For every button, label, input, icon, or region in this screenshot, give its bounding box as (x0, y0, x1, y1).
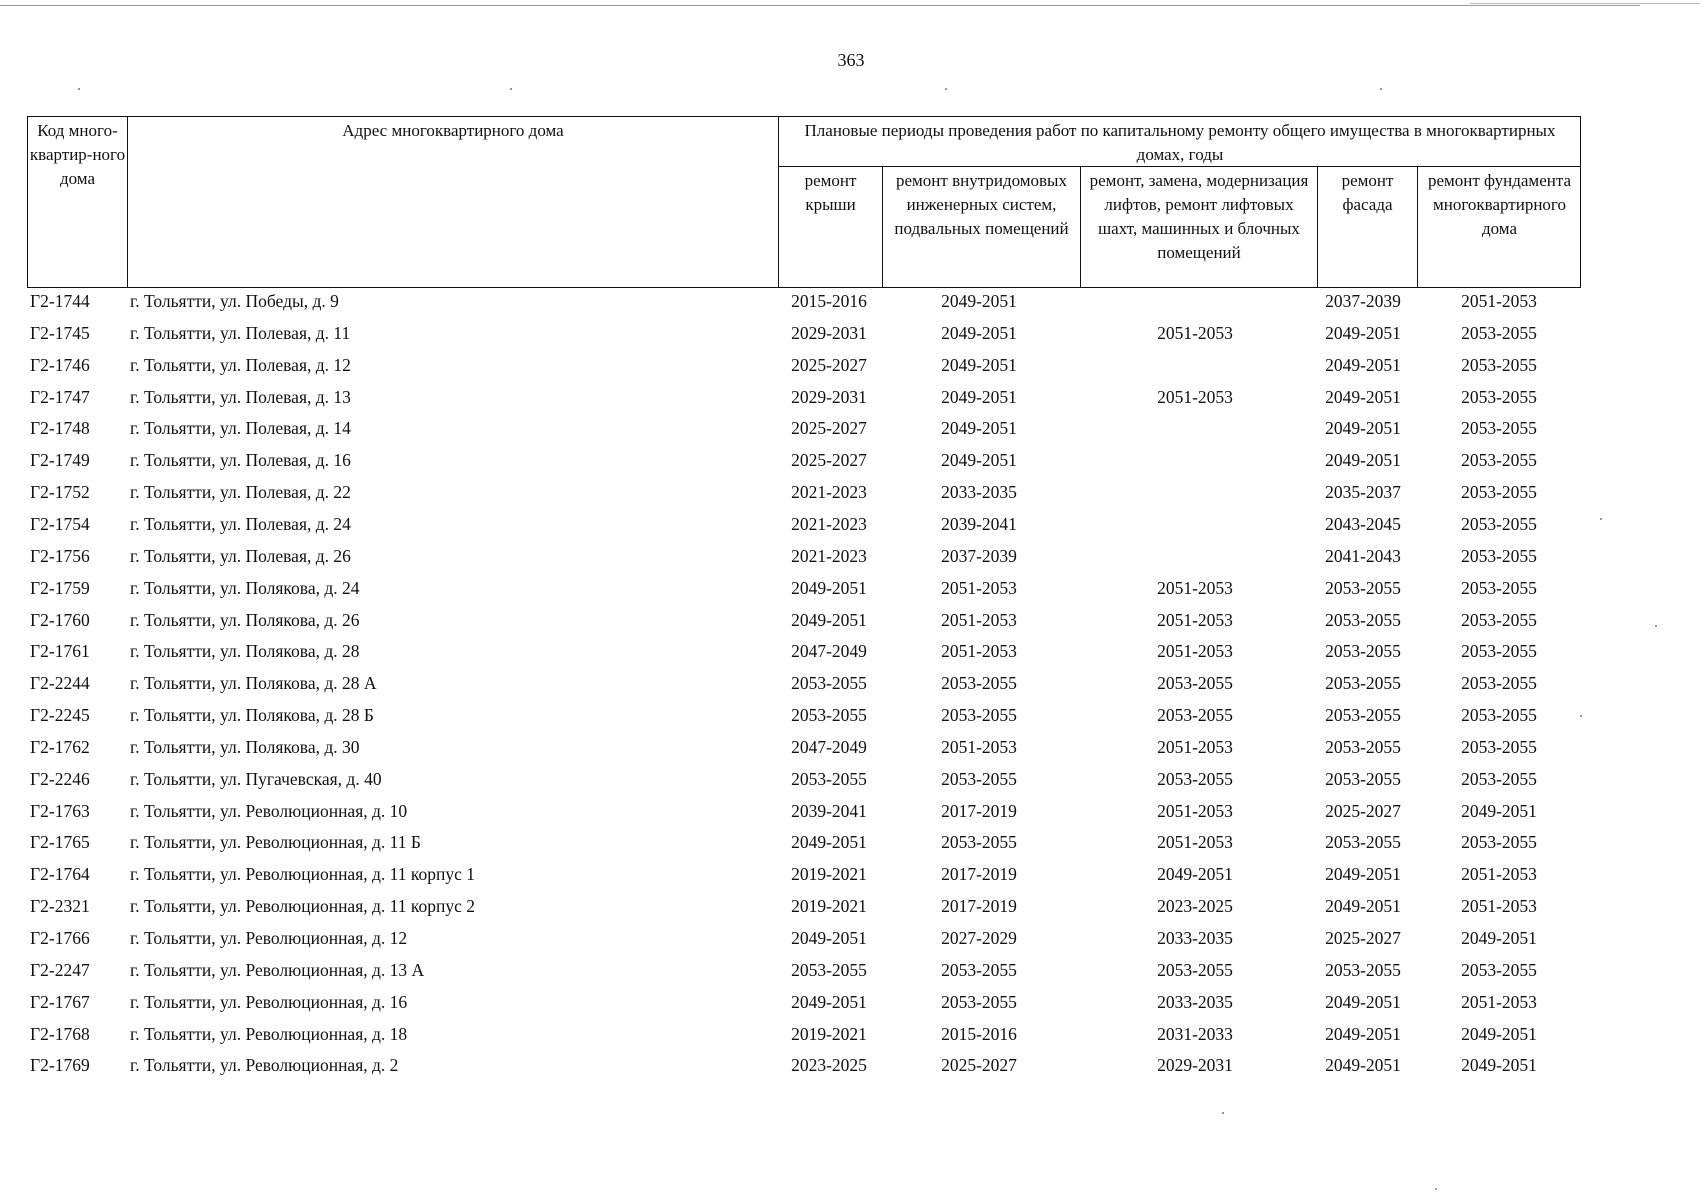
row-roof: 2053-2055 (791, 959, 867, 980)
row-code: Г2-1754 (30, 513, 90, 534)
row-roof: 2029-2031 (791, 386, 867, 407)
scan-speck (1222, 1112, 1224, 1114)
row-foundation: 2053-2055 (1461, 418, 1537, 439)
row-facade: 2053-2055 (1325, 577, 1401, 598)
row-code: Г2-2321 (30, 896, 90, 917)
table-row (0, 799, 1702, 831)
row-elevators: 2053-2055 (1157, 768, 1233, 789)
table-row (0, 639, 1702, 671)
scan-top-line-secondary (1470, 3, 1700, 4)
row-facade: 2053-2055 (1325, 959, 1401, 980)
row-address: г. Тольятти, ул. Полевая, д. 24 (130, 513, 351, 534)
table-row (0, 512, 1702, 544)
table-row (0, 385, 1702, 417)
table-row (0, 1022, 1702, 1054)
table-row (0, 926, 1702, 958)
row-facade: 2053-2055 (1325, 673, 1401, 694)
row-code: Г2-1759 (30, 577, 90, 598)
row-elevators: 2029-2031 (1157, 1055, 1233, 1076)
row-foundation: 2053-2055 (1461, 768, 1537, 789)
row-address: г. Тольятти, ул. Полякова, д. 24 (130, 577, 360, 598)
row-engineering: 2053-2055 (941, 991, 1017, 1012)
scan-speck (78, 88, 80, 90)
row-facade: 2053-2055 (1325, 705, 1401, 726)
header-address: Адрес многоквартирного дома (342, 121, 564, 140)
row-foundation: 2051-2053 (1461, 991, 1537, 1012)
row-code: Г2-1747 (30, 386, 90, 407)
row-foundation: 2053-2055 (1461, 450, 1537, 471)
row-address: г. Тольятти, ул. Полякова, д. 28 А (130, 673, 377, 694)
row-address: г. Тольятти, ул. Революционная, д. 11 корпус 2 (130, 896, 476, 917)
row-roof: 2025-2027 (791, 418, 867, 439)
row-address: г. Тольятти, ул. Революционная, д. 12 (130, 928, 408, 948)
row-code: Г2-1765 (30, 832, 90, 853)
row-facade: 2025-2027 (1325, 800, 1401, 821)
row-roof: 2015-2016 (791, 291, 867, 311)
scan-speck (1655, 625, 1657, 627)
row-roof: 2029-2031 (791, 322, 867, 343)
table-row (0, 767, 1702, 799)
row-foundation: 2053-2055 (1461, 641, 1537, 662)
row-engineering: 2049-2051 (941, 322, 1017, 343)
row-elevators: 2033-2035 (1157, 928, 1233, 948)
table-row (0, 1053, 1702, 1085)
row-elevators: 2049-2051 (1157, 864, 1233, 885)
row-foundation: 2053-2055 (1461, 705, 1537, 726)
row-foundation: 2053-2055 (1461, 354, 1537, 375)
row-elevators: 2051-2053 (1157, 609, 1233, 630)
row-address: г. Тольятти, ул. Полевая, д. 26 (130, 545, 351, 566)
row-roof: 2047-2049 (791, 736, 867, 757)
row-foundation: 2051-2053 (1461, 291, 1537, 311)
row-address: г. Тольятти, ул. Полевая, д. 16 (130, 450, 351, 471)
row-code: Г2-2244 (30, 673, 90, 694)
row-roof: 2019-2021 (791, 1023, 867, 1044)
row-roof: 2021-2023 (791, 545, 867, 566)
row-elevators: 2051-2053 (1157, 800, 1233, 821)
table-row (0, 894, 1702, 926)
row-code: Г2-1761 (30, 641, 90, 662)
row-engineering: 2017-2019 (941, 896, 1017, 917)
row-facade: 2049-2051 (1325, 1023, 1401, 1044)
scan-speck (1380, 88, 1382, 90)
scan-top-line (0, 5, 1640, 6)
row-engineering: 2053-2055 (941, 959, 1017, 980)
row-facade: 2049-2051 (1325, 322, 1401, 343)
table-row (0, 321, 1702, 353)
row-facade: 2049-2051 (1325, 864, 1401, 885)
row-code: Г2-2246 (30, 768, 90, 789)
row-facade: 2053-2055 (1325, 832, 1401, 853)
row-code: Г2-1760 (30, 609, 90, 630)
header-roof: ремонт крыши (804, 171, 857, 214)
row-elevators: 2023-2025 (1157, 896, 1233, 917)
row-address: г. Тольятти, ул. Полякова, д. 26 (130, 609, 360, 630)
row-roof: 2049-2051 (791, 609, 867, 630)
row-address: г. Тольятти, ул. Революционная, д. 13 А (130, 959, 425, 980)
header-foundation: ремонт фундамента многоквартирного дома (1427, 171, 1572, 238)
row-engineering: 2049-2051 (941, 291, 1017, 311)
row-elevators: 2053-2055 (1157, 673, 1233, 694)
row-address: г. Тольятти, ул. Революционная, д. 16 (130, 991, 408, 1012)
row-roof: 2023-2025 (791, 1055, 867, 1076)
row-facade: 2049-2051 (1325, 386, 1401, 407)
row-address: г. Тольятти, ул. Революционная, д. 11 Б (130, 832, 421, 853)
row-facade: 2025-2027 (1325, 928, 1401, 948)
row-code: Г2-1752 (30, 482, 90, 503)
row-code: Г2-1762 (30, 736, 90, 757)
row-elevators: 2051-2053 (1157, 386, 1233, 407)
row-address: г. Тольятти, ул. Пугачевская, д. 40 (130, 768, 382, 789)
row-foundation: 2049-2051 (1461, 800, 1537, 821)
row-facade: 2053-2055 (1325, 641, 1401, 662)
row-engineering: 2017-2019 (941, 864, 1017, 885)
row-roof: 2039-2041 (791, 800, 867, 821)
row-facade: 2053-2055 (1325, 768, 1401, 789)
row-roof: 2021-2023 (791, 513, 867, 534)
scan-speck (1600, 518, 1602, 520)
row-roof: 2025-2027 (791, 450, 867, 471)
row-foundation: 2053-2055 (1461, 322, 1537, 343)
row-engineering: 2053-2055 (941, 705, 1017, 726)
row-code: Г2-1745 (30, 322, 90, 343)
row-code: Г2-1748 (30, 418, 90, 439)
row-engineering: 2049-2051 (941, 354, 1017, 375)
table-row (0, 448, 1702, 480)
row-foundation: 2049-2051 (1461, 928, 1537, 948)
row-address: г. Тольятти, ул. Революционная, д. 11 корпус 1 (130, 864, 476, 885)
row-code: Г2-2245 (30, 705, 90, 726)
row-address: г. Тольятти, ул. Полевая, д. 11 (130, 322, 351, 343)
row-roof: 2049-2051 (791, 991, 867, 1012)
row-facade: 2043-2045 (1325, 513, 1401, 534)
row-elevators: 2053-2055 (1157, 705, 1233, 726)
row-address: г. Тольятти, ул. Полякова, д. 28 (130, 641, 360, 662)
page-number: 363 (837, 50, 865, 70)
row-code: Г2-1766 (30, 928, 90, 948)
table-row (0, 830, 1702, 862)
row-address: г. Тольятти, ул. Победы, д. 9 (130, 291, 339, 311)
row-facade: 2037-2039 (1325, 291, 1401, 311)
row-engineering: 2051-2053 (941, 736, 1017, 757)
row-elevators: 2053-2055 (1157, 959, 1233, 980)
row-foundation: 2053-2055 (1461, 609, 1537, 630)
row-roof: 2053-2055 (791, 673, 867, 694)
row-code: Г2-1767 (30, 991, 90, 1012)
table-row (0, 480, 1702, 512)
table-row (0, 416, 1702, 448)
row-address: г. Тольятти, ул. Революционная, д. 2 (130, 1055, 399, 1076)
row-address: г. Тольятти, ул. Полякова, д. 28 Б (130, 705, 374, 726)
row-engineering: 2037-2039 (941, 545, 1017, 566)
row-code: Г2-1764 (30, 864, 90, 885)
row-engineering: 2051-2053 (941, 609, 1017, 630)
row-facade: 2049-2051 (1325, 896, 1401, 917)
table-row (0, 608, 1702, 640)
row-engineering: 2025-2027 (941, 1055, 1017, 1076)
row-facade: 2049-2051 (1325, 991, 1401, 1012)
row-engineering: 2033-2035 (941, 482, 1017, 503)
row-engineering: 2053-2055 (941, 673, 1017, 694)
row-engineering: 2015-2016 (941, 1023, 1017, 1044)
table-row (0, 289, 1702, 321)
row-elevators: 2033-2035 (1157, 991, 1233, 1012)
row-code: Г2-2247 (30, 959, 90, 980)
row-foundation: 2051-2053 (1461, 896, 1537, 917)
row-foundation: 2053-2055 (1461, 959, 1537, 980)
header-elevators: ремонт, замена, модернизация лифтов, ремонт лифтовых шахт, машинных и блочных помещений (1089, 171, 1309, 262)
row-address: г. Тольятти, ул. Революционная, д. 10 (130, 800, 408, 821)
header-engineering: ремонт внутридомовых инженерных систем, подвальных помещений (894, 171, 1069, 238)
table-row (0, 862, 1702, 894)
row-roof: 2049-2051 (791, 577, 867, 598)
table-row (0, 576, 1702, 608)
row-roof: 2049-2051 (791, 832, 867, 853)
row-facade: 2049-2051 (1325, 354, 1401, 375)
table-row (0, 544, 1702, 576)
row-engineering: 2017-2019 (941, 800, 1017, 821)
row-foundation: 2053-2055 (1461, 386, 1537, 407)
row-address: г. Тольятти, ул. Полякова, д. 30 (130, 736, 360, 757)
row-facade: 2053-2055 (1325, 609, 1401, 630)
table-row (0, 735, 1702, 767)
row-facade: 2049-2051 (1325, 1055, 1401, 1076)
row-foundation: 2049-2051 (1461, 1023, 1537, 1044)
scan-speck (510, 88, 512, 90)
table-row (0, 703, 1702, 735)
row-elevators: 2051-2053 (1157, 322, 1233, 343)
header-periods-group: Плановые периоды проведения работ по капитальному ремонту общего имущества в многоквартирных домах, годы (804, 121, 1556, 164)
row-address: г. Тольятти, ул. Полевая, д. 22 (130, 482, 351, 503)
scan-speck (945, 88, 947, 90)
row-roof: 2021-2023 (791, 482, 867, 503)
row-roof: 2053-2055 (791, 768, 867, 789)
row-foundation: 2053-2055 (1461, 736, 1537, 757)
row-engineering: 2053-2055 (941, 768, 1017, 789)
scan-speck (1435, 1188, 1437, 1190)
row-address: г. Тольятти, ул. Полевая, д. 12 (130, 354, 351, 375)
row-engineering: 2039-2041 (941, 513, 1017, 534)
row-engineering: 2053-2055 (941, 832, 1017, 853)
row-engineering: 2051-2053 (941, 577, 1017, 598)
row-code: Г2-1763 (30, 800, 90, 821)
row-engineering: 2049-2051 (941, 418, 1017, 439)
table-row (0, 958, 1702, 990)
row-address: г. Тольятти, ул. Полевая, д. 13 (130, 386, 351, 407)
row-facade: 2049-2051 (1325, 450, 1401, 471)
row-engineering: 2049-2051 (941, 386, 1017, 407)
row-foundation: 2051-2053 (1461, 864, 1537, 885)
row-facade: 2035-2037 (1325, 482, 1401, 503)
row-facade: 2049-2051 (1325, 418, 1401, 439)
row-code: Г2-1768 (30, 1023, 90, 1044)
row-code: Г2-1744 (30, 291, 90, 311)
row-elevators: 2051-2053 (1157, 736, 1233, 757)
row-address: г. Тольятти, ул. Полевая, д. 14 (130, 418, 351, 439)
row-code: Г2-1756 (30, 545, 90, 566)
row-facade: 2041-2043 (1325, 545, 1401, 566)
table-row (0, 353, 1702, 385)
row-engineering: 2027-2029 (941, 928, 1017, 948)
row-roof: 2019-2021 (791, 864, 867, 885)
header-facade: ремонт фасада (1341, 171, 1394, 214)
row-foundation: 2053-2055 (1461, 513, 1537, 534)
row-roof: 2025-2027 (791, 354, 867, 375)
header-code: Код много-квартир-ного дома (29, 121, 126, 188)
row-elevators: 2051-2053 (1157, 832, 1233, 853)
row-roof: 2019-2021 (791, 896, 867, 917)
row-roof: 2047-2049 (791, 641, 867, 662)
row-foundation: 2053-2055 (1461, 577, 1537, 598)
row-elevators: 2051-2053 (1157, 641, 1233, 662)
row-address: г. Тольятти, ул. Революционная, д. 18 (130, 1023, 408, 1044)
scan-speck (1580, 715, 1582, 717)
row-engineering: 2049-2051 (941, 450, 1017, 471)
row-foundation: 2049-2051 (1461, 1055, 1537, 1076)
table-row (0, 671, 1702, 703)
row-foundation: 2053-2055 (1461, 832, 1537, 853)
table-row (0, 990, 1702, 1022)
row-code: Г2-1749 (30, 450, 90, 471)
row-elevators: 2031-2033 (1157, 1023, 1233, 1044)
row-roof: 2053-2055 (791, 705, 867, 726)
row-facade: 2053-2055 (1325, 736, 1401, 757)
row-roof: 2049-2051 (791, 928, 867, 948)
row-code: Г2-1746 (30, 354, 90, 375)
row-engineering: 2051-2053 (941, 641, 1017, 662)
row-foundation: 2053-2055 (1461, 673, 1537, 694)
row-foundation: 2053-2055 (1461, 482, 1537, 503)
row-foundation: 2053-2055 (1461, 545, 1537, 566)
row-elevators: 2051-2053 (1157, 577, 1233, 598)
row-code: Г2-1769 (30, 1055, 90, 1076)
